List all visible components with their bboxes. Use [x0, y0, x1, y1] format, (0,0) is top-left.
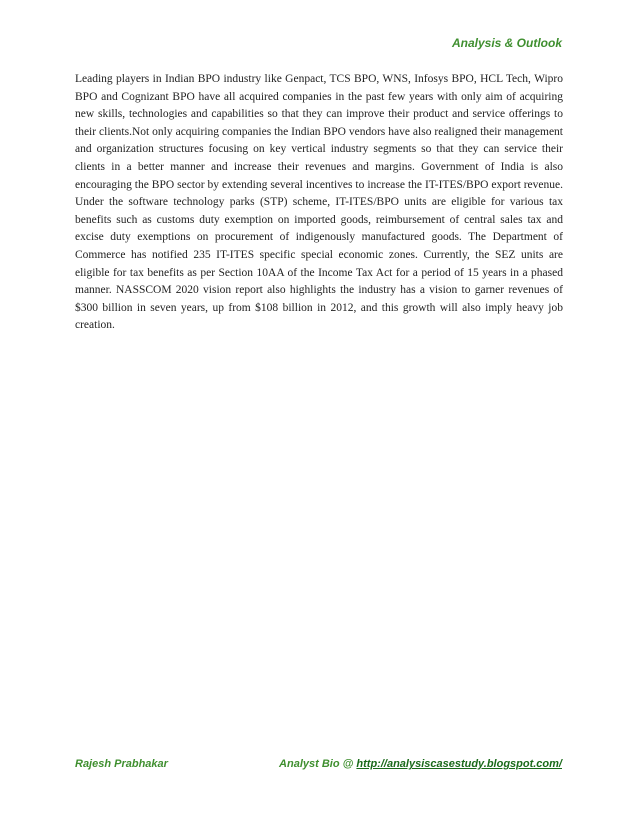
footer-author: Rajesh Prabhakar	[75, 758, 168, 770]
footer-bio	[279, 758, 562, 770]
footer-bio-link[interactable]: http://analysiscasestudy.blogspot.com/	[356, 758, 562, 770]
footer-bio-prefix: Analyst Bio @	[279, 758, 357, 770]
body-paragraph: Leading players in Indian BPO industry like Genpact, TCS BPO, WNS, Infosys BPO, HCL Tech, Wipro BPO and Cognizant BPO have all acquired companies in the past few years with only aim of acquiring new skills, technologies and capabilities so that they can improve their product and service offerings to their clients.Not only acquiring companies the Indian BPO vendors have also realigned their management and organization structures focusing on key vertical industry segments so that they can service their clients in a better manner and increase their revenues and margins. Government of India is also encouraging the BPO sector by extending several incentives to increase the IT-ITES/BPO export revenue. Under the software technology parks (STP) scheme, IT-ITES/BPO units are eligible for various tax benefits such as customs duty exemption on imported goods, reimbursement of central sales tax and excise duty exemptions on procurement of indigenously manufactured goods. The Department of Commerce has notified 235 IT-ITES specific special economic zones. Currently, the SEZ units are eligible for tax benefits as per Section 10AA of the Income Tax Act for a period of 15 years in a phased manner. NASSCOM 2020 vision report also highlights the industry has a vision to garner revenues of $300 billion in seven years, up from $108 billion in 2012, and this growth will also imply heavy job creation.	[75, 73, 563, 332]
page-header-title: Analysis & Outlook	[451, 36, 562, 50]
